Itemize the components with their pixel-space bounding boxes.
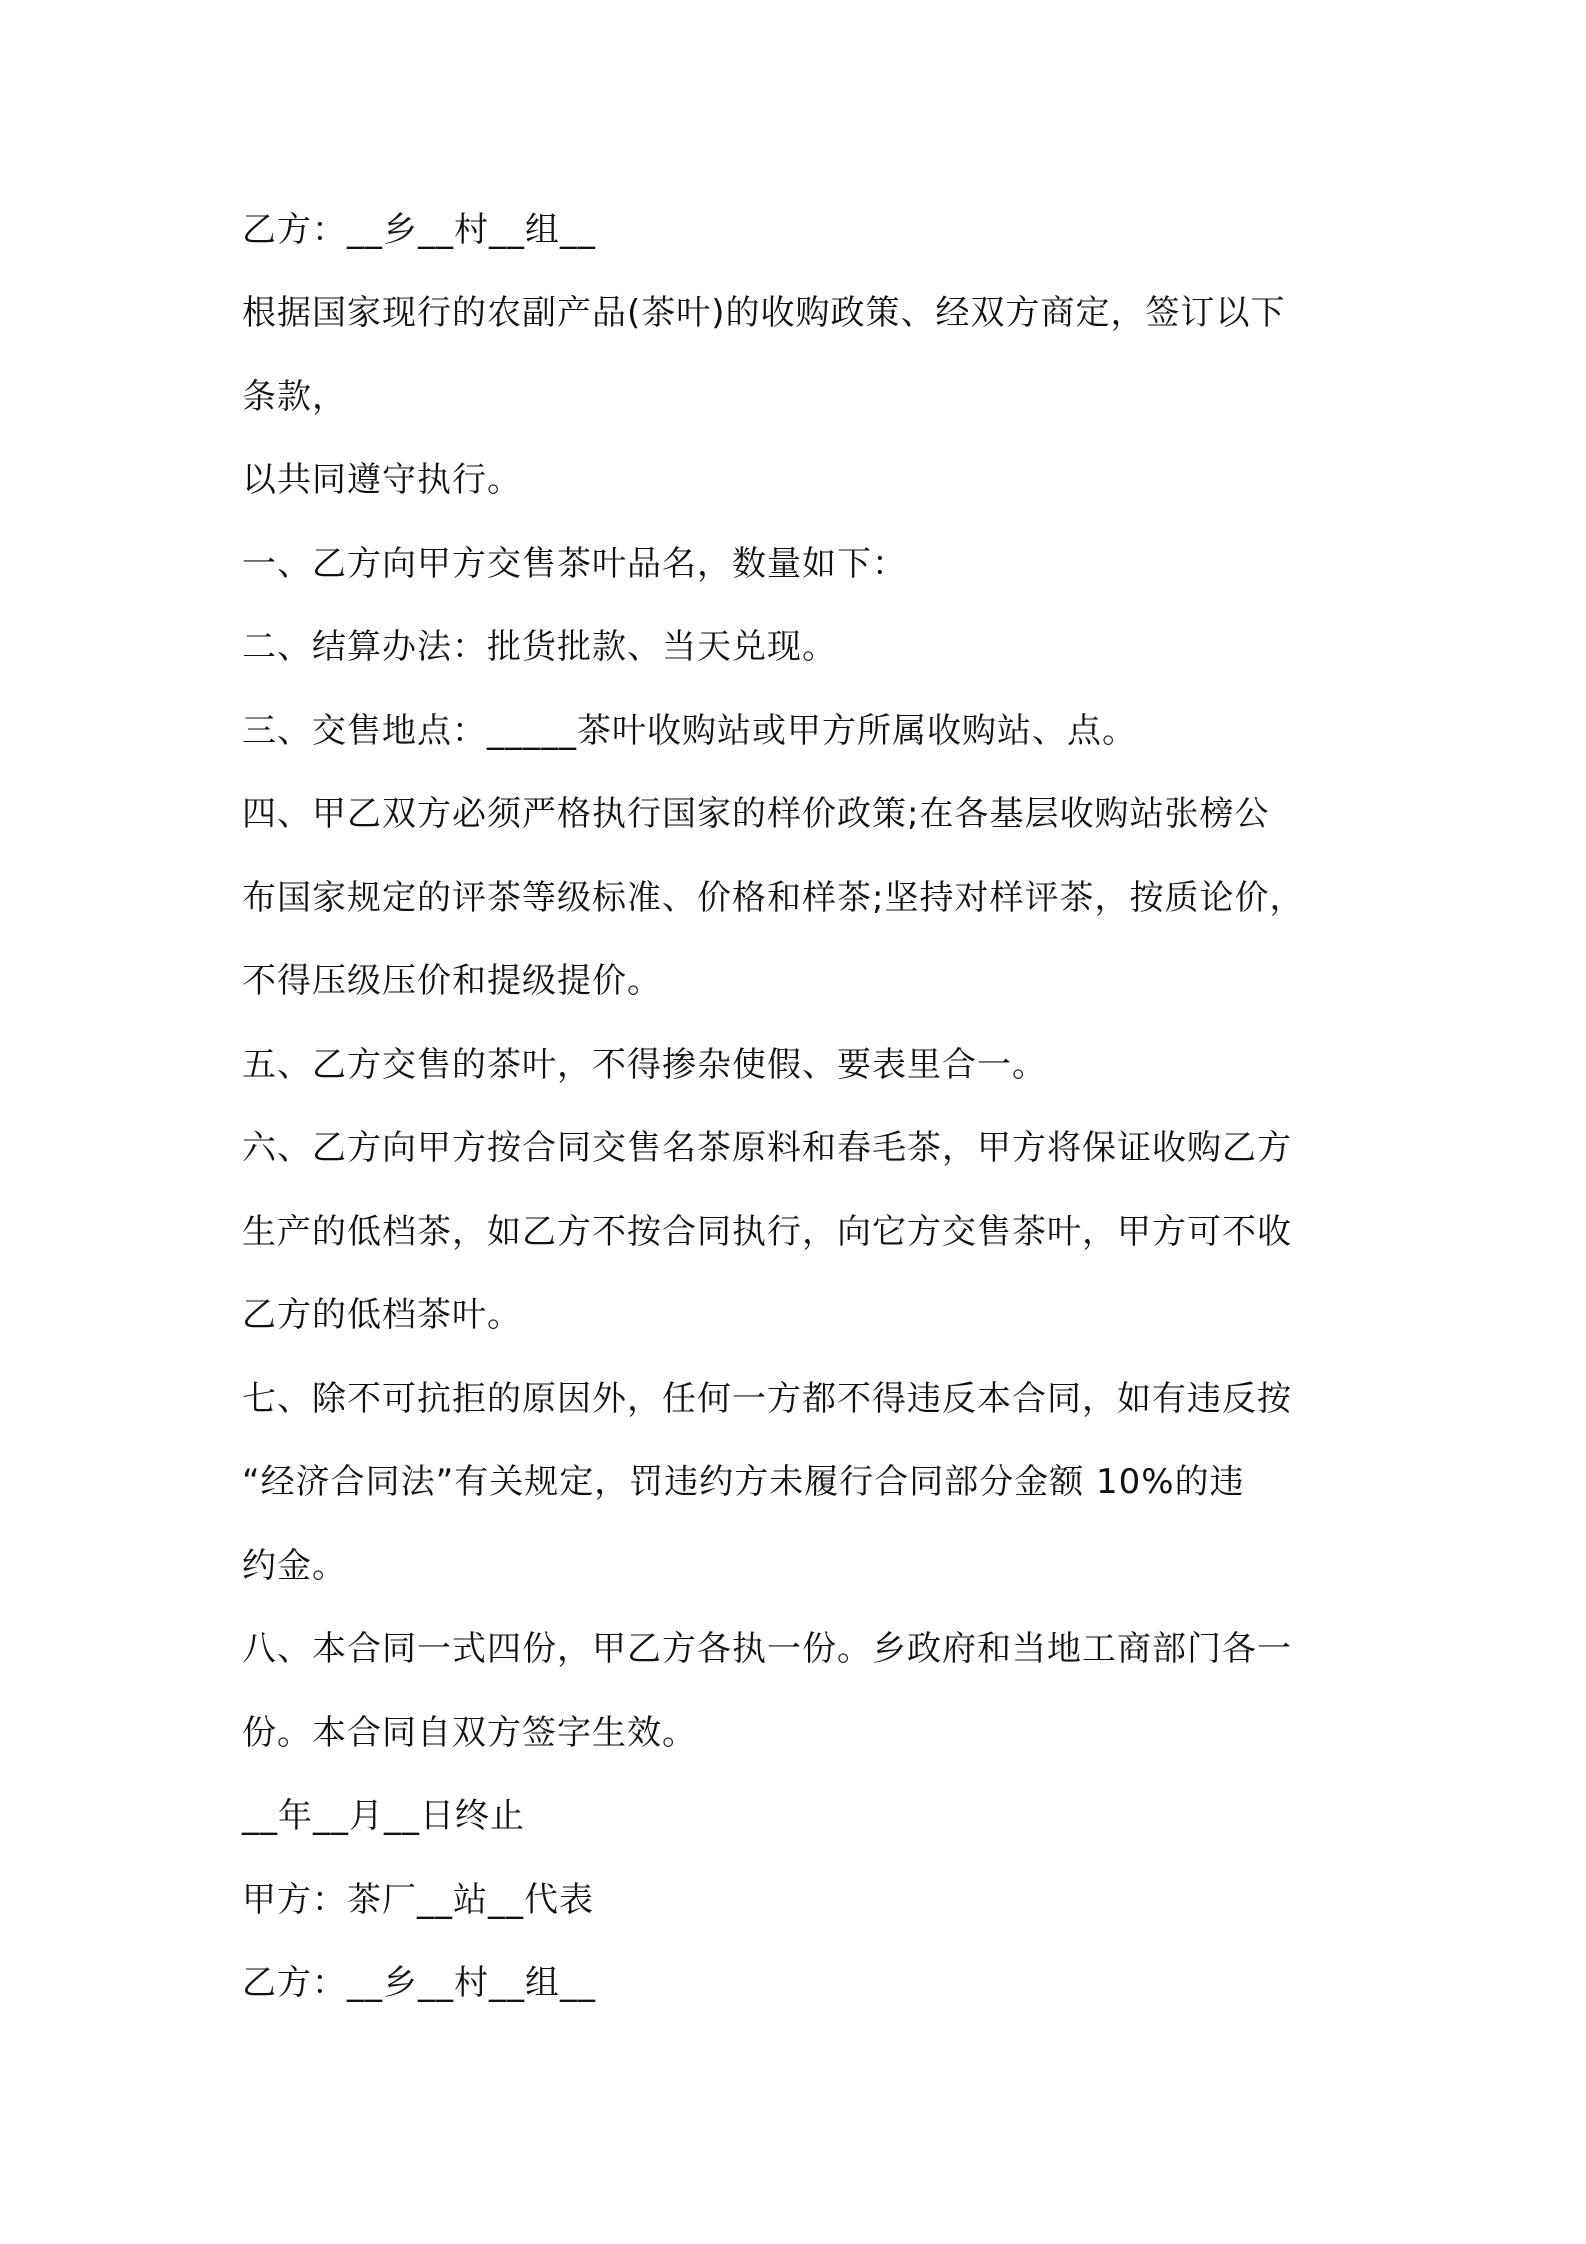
party-b-header-line: 乙方：__乡__村__组__ — [242, 210, 596, 250]
preamble-line-3: 以共同遵守执行。 — [242, 460, 522, 500]
clause-4-line-2: 布国家规定的评茶等级标准、价格和样茶;坚持对样评茶，按质论价， — [242, 878, 1305, 918]
clause-5: 五、乙方交售的茶叶，不得掺杂使假、要表里合一。 — [242, 1045, 1047, 1085]
clause-6-line-1: 六、乙方向甲方按合同交售名茶原料和春毛茶，甲方将保证收购乙方 — [242, 1128, 1292, 1168]
clause-7-line-1: 七、除不可抗拒的原因外，任何一方都不得违反本合同，如有违反按 — [242, 1379, 1292, 1419]
clause-2: 二、结算办法：批货批款、当天兑现。 — [242, 627, 837, 667]
clause-4-line-3: 不得压级压价和提级提价。 — [242, 961, 662, 1001]
clause-3: 三、交售地点：_____茶叶收购站或甲方所属收购站、点。 — [242, 711, 1137, 751]
clause-8-line-1: 八、本合同一式四份，甲乙方各执一份。乡政府和当地工商部门各一 — [242, 1629, 1292, 1669]
party-a-signature-line: 甲方：茶厂__站__代表 — [242, 1880, 594, 1920]
preamble-line-1: 根据国家现行的农副产品(茶叶)的收购政策、经双方商定，签订以下 — [242, 293, 1286, 333]
clause-7-line-2: “经济合同法”有关规定，罚违约方未履行合同部分金额 10%的违 — [242, 1462, 1245, 1502]
clause-8-line-2: 份。本合同自双方签字生效。 — [242, 1713, 697, 1753]
clause-4-line-1: 四、甲乙双方必须严格执行国家的样价政策;在各基层收购站张榜公 — [242, 794, 1270, 834]
preamble-line-2: 条款， — [242, 377, 347, 417]
clause-6-line-2: 生产的低档茶，如乙方不按合同执行，向它方交售茶叶，甲方可不收 — [242, 1212, 1292, 1252]
clause-1: 一、乙方向甲方交售茶叶品名，数量如下： — [242, 544, 907, 584]
party-b-signature-line: 乙方：__乡__村__组__ — [242, 1963, 596, 2003]
clause-7-line-3: 约金。 — [242, 1546, 347, 1586]
clause-6-line-3: 乙方的低档茶叶。 — [242, 1295, 522, 1335]
termination-date-line: __年__月__日终止 — [242, 1796, 525, 1836]
